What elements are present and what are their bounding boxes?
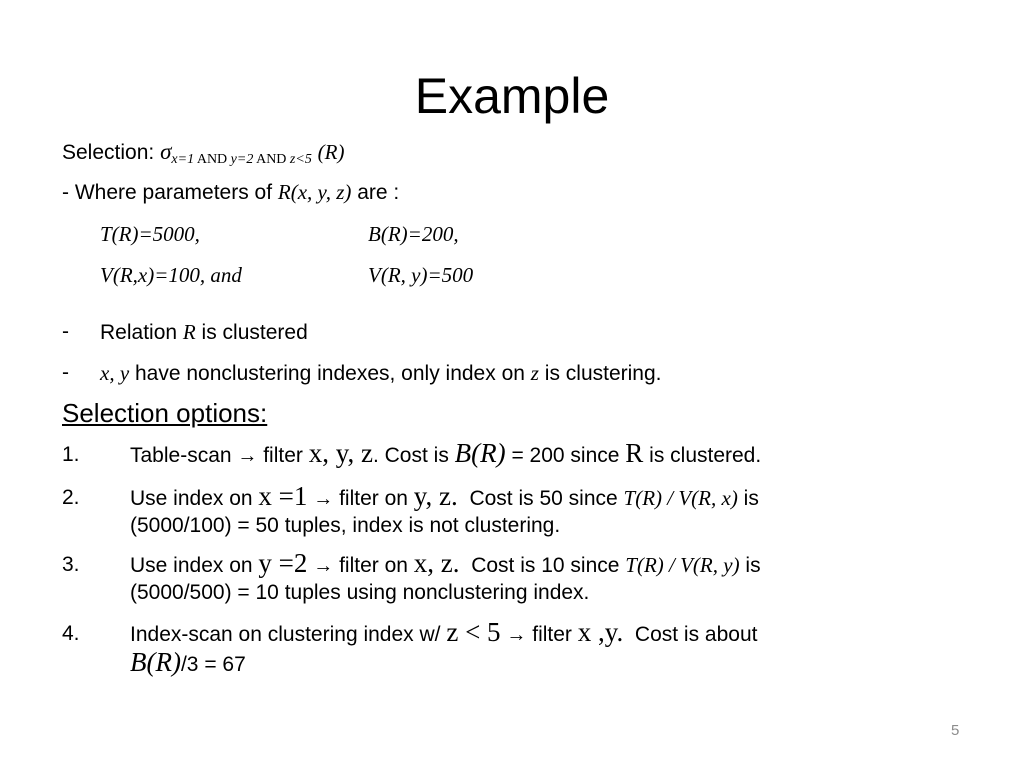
selection-line	[62, 138, 345, 174]
param-b: B(R)=200,	[368, 222, 459, 246]
parameters-suffix: are :	[351, 181, 400, 204]
bullet-marker: -	[62, 361, 69, 384]
param-vy: V(R, y)=500	[368, 263, 474, 287]
option-index-y-detail: (5000/500) = 10 tuples using nonclustering index.	[130, 581, 590, 604]
arrow-right-icon: →	[313, 488, 334, 510]
option-number: 1.	[62, 443, 80, 466]
sigma-symbol: σ	[160, 139, 172, 164]
parameters-text: - Where parameters of	[62, 181, 278, 204]
selection-relation: (R)	[317, 140, 345, 164]
arrow-right-icon: →	[313, 555, 334, 577]
bullet-marker: -	[62, 320, 69, 343]
slide-title: Example	[414, 68, 610, 124]
selection-label: Selection:	[62, 141, 155, 164]
parameters-line	[62, 178, 399, 207]
option-index-scan-cost: B(R)/3 = 67	[130, 647, 246, 677]
page-number: 5	[951, 722, 960, 739]
arrow-right-icon: →	[237, 445, 258, 467]
selection-options-heading: Selection options:	[62, 398, 268, 428]
option-index-x-detail: (5000/100) = 50 tuples, index is not clustering.	[130, 514, 561, 537]
option-index-x: Use index on x =1 → filter on y, z. Cost is 50 since T(R) / V(R, x) is	[130, 481, 759, 511]
option-number: 3.	[62, 553, 80, 576]
option-number: 4.	[62, 622, 80, 645]
bullet-clustered: Relation R is clustered	[100, 320, 308, 344]
option-table-scan: Table-scan → filter x, y, z. Cost is B(R) = 200 since R is clustered.	[130, 438, 762, 468]
arrow-right-icon: →	[506, 624, 527, 646]
option-index-y: Use index on y =2 → filter on x, z. Cost is 10 since T(R) / V(R, y) is	[130, 548, 761, 578]
relation-signature: R(x, y, z)	[277, 180, 352, 204]
param-vx: V(R,x)=100, and	[100, 263, 242, 287]
param-t: T(R)=5000,	[100, 222, 200, 246]
option-index-scan: Index-scan on clustering index w/ z < 5 → filter x ,y. Cost is about	[130, 617, 758, 647]
bullet-indexes: x, y have nonclustering indexes, only index on z is clustering.	[100, 361, 662, 385]
selection-condition: x=1 AND y=2 AND z<5	[171, 152, 312, 167]
option-number: 2.	[62, 486, 80, 509]
